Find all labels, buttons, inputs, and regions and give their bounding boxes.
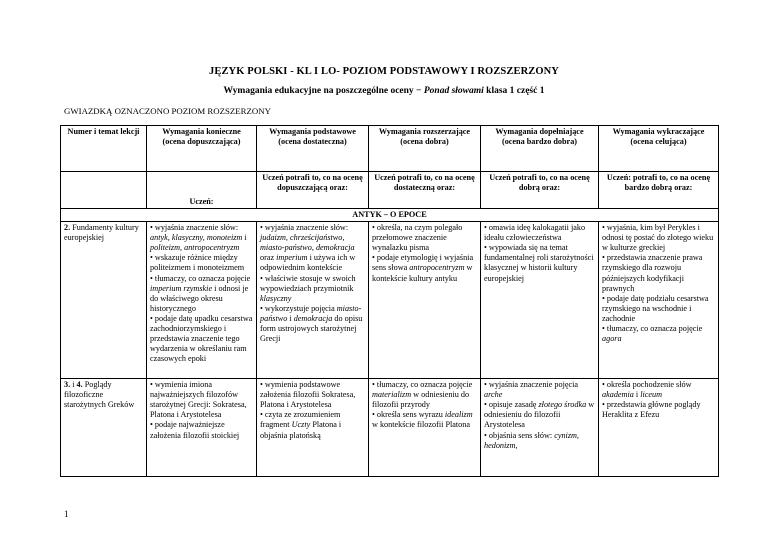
cell-required: [147, 222, 257, 379]
table-row: [61, 222, 719, 379]
lesson-number: 2.: [64, 223, 71, 233]
cell-extended: [369, 379, 481, 477]
term: imperium: [276, 253, 308, 263]
text: • wyjaśnia znaczenie pojęcia: [484, 380, 579, 390]
bullet: • wymienia podstawowe założenia filozofii Sokratesa, Platona i Arystotelesa: [260, 380, 356, 410]
lesson-topic: [61, 379, 147, 477]
bullet: • wyjaśnia, kim był Perykles i odnosi tę postać do złotego wieku w kulturze greckiej: [602, 223, 714, 253]
subheader-required: Uczeń:: [147, 172, 257, 209]
cell-exceeding: [599, 222, 719, 379]
lesson-title: Fundamenty kultury europejskiej: [64, 223, 139, 243]
subheader-topic: [61, 172, 147, 209]
subheader-basic: Uczeń potrafi to, co na ocenę dopuszczającą oraz:: [257, 172, 369, 209]
term: arche: [484, 390, 503, 400]
bullet: • omawia ideę kalokagatii jako ideału człowieczeństwa: [484, 223, 586, 243]
term: złotego środka: [538, 400, 587, 410]
cell-complementary: [481, 222, 599, 379]
term: agora: [602, 334, 622, 344]
bullet: • podaje datę podziału cesarstwa rzymskiego na wschodnie i zachodnie: [602, 293, 709, 323]
text: • tłumaczy, co oznacza pojęcie: [602, 324, 703, 334]
text: w odniesieniu do filozofii Arystotelesa: [484, 400, 595, 430]
cell-basic: [257, 379, 369, 477]
text: Platona i objaśnia platońską: [260, 420, 342, 440]
header-topic: Numer i temat lekcji: [61, 126, 147, 172]
text: • czyta ze zrozumieniem fragment: [260, 410, 341, 430]
header-basic: Wymagania podstawowe (ocena dostateczna): [257, 126, 369, 172]
table-row: [61, 379, 719, 477]
extended-level-note: GWIAZDKĄ OZNACZONO POZIOM ROZSZERZONY: [64, 106, 271, 116]
bullet: • przedstawia główne poglądy Heraklita z Efezu: [602, 400, 701, 420]
text: i używa ich w odpowiednim kontekście: [260, 253, 356, 273]
subheader-row: [61, 172, 719, 209]
bullet: • podaje datę upadku cesarstwa zachodniorzymskiego i przedstawia znaczenie tego wydarzenia w określaniu ram czasowych epoki: [150, 313, 253, 364]
term: imperium rzymskie: [150, 283, 213, 293]
term: miasto-państwo: [260, 303, 362, 323]
text: w odniesieniu do filozofii przyrody: [372, 390, 470, 410]
bullet: • wskazuje różnice między politeizmem i monoteizmem: [150, 253, 245, 273]
text: • właściwie stosuje w swoich wypowiedziach przymiotnik: [260, 273, 356, 293]
subtitle-text: Wymagania edukacyjne na poszczególne oceny −: [223, 86, 424, 96]
cell-basic: [257, 222, 369, 379]
text: • opisuje zasadę: [484, 400, 539, 410]
bullet: • określa, na czym polegało przełomowe znaczenie wynalazku pisma: [372, 223, 463, 253]
text: i odnosi je do właściwego okresu historycznego: [150, 283, 249, 313]
header-required: Wymagania konieczne (ocena dopuszczająca): [147, 126, 257, 172]
term: antyk, klasyczny, monoteizm: [150, 233, 243, 243]
cell-complementary: [481, 379, 599, 477]
lesson-topic: [61, 222, 147, 379]
cell-required: [147, 379, 257, 477]
text: • wyjaśnia znaczenie słów:: [260, 223, 349, 233]
term: judaizm, chrześcijaństwo, miasto-państwo, demokracja: [260, 233, 355, 253]
bullet: • podaje najważniejsze założenia filozofii stoickiej: [150, 420, 240, 440]
text: w kontekście filozofii Platona: [372, 420, 470, 430]
term: antropocentryzm: [409, 263, 465, 273]
term: idealizm: [444, 410, 473, 420]
epoch-row: [61, 209, 719, 222]
text: • wykorzystuje pojęcia: [260, 303, 337, 313]
page-number: 1: [64, 509, 69, 519]
term: cynizm, hedonizm,: [484, 430, 579, 450]
text: • wyjaśnia znaczenie słów:: [150, 223, 239, 233]
term: liceum: [640, 390, 663, 400]
text: • objaśnia sens słów:: [484, 430, 555, 440]
bullet: • wypowiada się na temat fundamentalnej roli starożytności klasycznej w historii kultury europejskiej: [484, 243, 594, 283]
lesson-number: 3.: [64, 380, 71, 390]
term: klasyczny: [260, 293, 292, 303]
lesson-number: 4.: [76, 380, 83, 390]
text: do opisu form ustrojowych starożytnej Grecji: [260, 313, 363, 344]
subtitle-book-title: Ponad słowami: [423, 86, 484, 96]
subheader-complementary: Uczeń potrafi to, co na ocenę dobrą oraz:: [481, 172, 599, 209]
text: i: [242, 233, 247, 243]
term: akademia: [602, 390, 634, 400]
bullet: • przedstawia znaczenie prawa rzymskiego dla rozwoju późniejszych kodyfikacji prawnych: [602, 253, 703, 293]
subtitle-class: klasa 1 część 1: [483, 86, 545, 96]
lesson-title: Poglądy filozoficzne starożytnych Greków: [64, 380, 135, 410]
text: oraz: [260, 253, 277, 263]
header-exceeding: Wymagania wykraczające (ocena celująca): [599, 126, 719, 172]
cell-exceeding: [599, 379, 719, 477]
header-extended: Wymagania rozszerzające (ocena dobra): [369, 126, 481, 172]
header-row: [61, 126, 719, 172]
subheader-exceeding: Uczeń: potrafi to, co na ocenę bardzo dobrą oraz:: [599, 172, 719, 209]
text: • tłumaczy, co oznacza pojęcie: [372, 380, 473, 390]
term: politeizm, antropocentryzm: [150, 243, 240, 253]
subheader-extended: Uczeń potrafi to, co na ocenę dostateczną oraz:: [369, 172, 481, 209]
text: i: [70, 380, 77, 390]
bullet: • wymienia imiona najważniejszych filozofów starożytnej Grecji: Sokratesa, Platona i Arystotelesa: [150, 380, 247, 420]
term: Uczty: [291, 420, 311, 430]
header-complementary: Wymagania dopełniające (ocena bardzo dobra): [481, 126, 599, 172]
text: i: [287, 313, 294, 323]
cell-extended: [369, 222, 481, 379]
text: i: [633, 390, 641, 400]
text: • podaje etymologię i wyjaśnia sens słowa: [372, 253, 474, 273]
requirements-table: [60, 125, 719, 477]
text: • określa sens wyrazu: [372, 410, 445, 420]
document-subtitle: [0, 86, 768, 96]
term: demokracja: [293, 313, 333, 323]
text: • określa pochodzenie słów: [602, 380, 692, 390]
term: materializm: [372, 390, 412, 400]
document-title: JĘZYK POLSKI - KL I LO- POZIOM PODSTAWOWY I ROZSZERZONY: [208, 66, 559, 77]
text: • tłumaczy, co oznacza pojęcie: [150, 273, 251, 283]
epoch-heading: ANTYK – O EPOCE: [61, 209, 719, 222]
text: w kontekście kultury antyku: [372, 263, 473, 283]
